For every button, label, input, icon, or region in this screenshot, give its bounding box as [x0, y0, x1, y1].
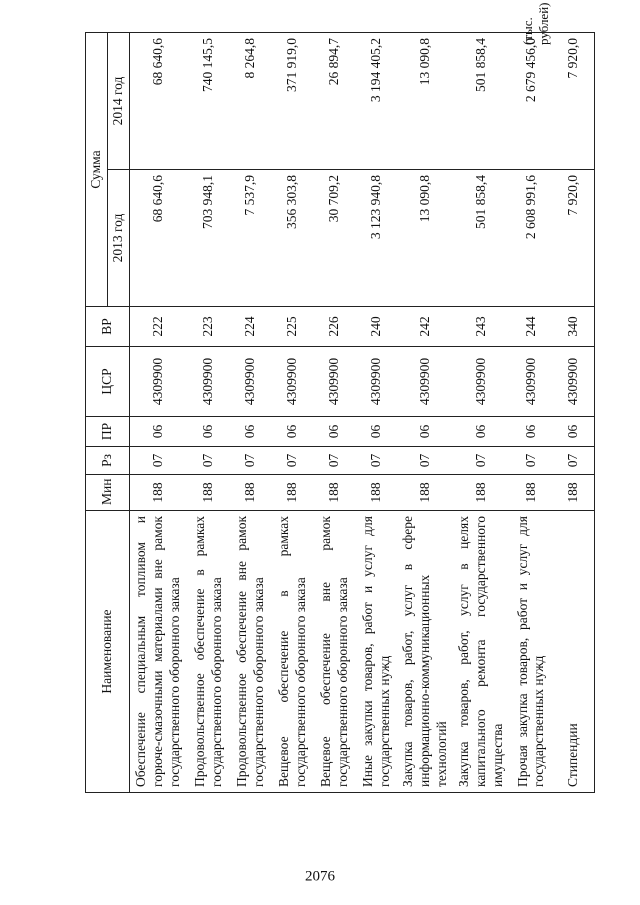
row-2014: 501 858,4: [452, 32, 510, 169]
row-rz: 07: [510, 447, 552, 475]
row-vr: 243: [452, 307, 510, 347]
table-row: [314, 32, 356, 792]
row-csr: 4309900: [188, 347, 230, 417]
row-rz: 07: [230, 447, 272, 475]
page-number: 2076: [305, 868, 335, 885]
table-row: [356, 32, 398, 792]
row-rz: 07: [272, 447, 314, 475]
row-rz: 07: [398, 447, 453, 475]
row-csr: 4309900: [398, 347, 453, 417]
row-2014: 371 919,0: [272, 32, 314, 169]
header-sum: Сумма: [86, 32, 108, 306]
row-2013: 501 858,4: [452, 170, 510, 307]
row-pr: 06: [356, 417, 398, 447]
row-pr: 06: [314, 417, 356, 447]
budget-table: [85, 32, 595, 793]
row-name: Обеспечение специальным топливом и горюче-смазочными материалами вне рамок государственного оборонного заказа: [129, 511, 188, 793]
table-row: [552, 32, 595, 792]
row-name: Закупка товаров, работ, услуг в сфере информационно-коммуникационных технологий: [398, 511, 453, 793]
row-pr: 06: [129, 417, 188, 447]
table-row: [510, 32, 552, 792]
row-rz: 07: [552, 447, 595, 475]
row-2013: 703 948,1: [188, 170, 230, 307]
row-2014: 3 194 405,2: [356, 32, 398, 169]
header-rz: Рз: [86, 447, 130, 475]
header-name: Наименование: [86, 511, 130, 793]
page-number-box: [0, 869, 640, 905]
row-min: 188: [272, 475, 314, 511]
header-vr: ВР: [86, 307, 130, 347]
row-vr: 242: [398, 307, 453, 347]
row-vr: 224: [230, 307, 272, 347]
row-pr: 06: [552, 417, 595, 447]
table-row: [398, 32, 453, 792]
table-row: [129, 32, 188, 792]
row-min: 188: [398, 475, 453, 511]
row-rz: 07: [452, 447, 510, 475]
row-csr: 4309900: [452, 347, 510, 417]
row-pr: 06: [510, 417, 552, 447]
units-note: (тыс. рублей): [520, 2, 551, 45]
row-csr: 4309900: [552, 347, 595, 417]
row-2014: 68 640,6: [129, 32, 188, 169]
row-min: 188: [552, 475, 595, 511]
row-rz: 07: [129, 447, 188, 475]
row-csr: 4309900: [230, 347, 272, 417]
row-pr: 06: [230, 417, 272, 447]
row-name: Закупка товаров, работ, услуг в целях капитального ремонта государственного имущества: [452, 511, 510, 793]
row-pr: 06: [452, 417, 510, 447]
header-2014: 2014 год: [107, 32, 129, 169]
row-2014: 7 920,0: [552, 32, 595, 169]
row-2013: 3 123 940,8: [356, 170, 398, 307]
row-vr: 244: [510, 307, 552, 347]
table-row: [188, 32, 230, 792]
row-min: 188: [230, 475, 272, 511]
header-2013: 2013 год: [107, 170, 129, 307]
header-csr: ЦСР: [86, 347, 130, 417]
row-csr: 4309900: [510, 347, 552, 417]
row-min: 188: [452, 475, 510, 511]
row-vr: 226: [314, 307, 356, 347]
row-rz: 07: [314, 447, 356, 475]
row-2013: 68 640,6: [129, 170, 188, 307]
row-name: Прочая закупка товаров, работ и услуг для государственных нужд: [510, 511, 552, 793]
row-name: Стипендии: [552, 511, 595, 793]
row-vr: 222: [129, 307, 188, 347]
row-2013: 13 090,8: [398, 170, 453, 307]
row-min: 188: [314, 475, 356, 511]
table-row: [452, 32, 510, 792]
row-vr: 340: [552, 307, 595, 347]
row-min: 188: [188, 475, 230, 511]
table-row: [230, 32, 272, 792]
row-min: 188: [129, 475, 188, 511]
table-row: [272, 32, 314, 792]
row-2013: 2 608 991,6: [510, 170, 552, 307]
row-vr: 225: [272, 307, 314, 347]
row-2014: 8 264,8: [230, 32, 272, 169]
header-pr: ПР: [86, 417, 130, 447]
row-2014: 13 090,8: [398, 32, 453, 169]
row-name: Вещевое обеспечение в рамках государственного оборонного заказа: [272, 511, 314, 793]
row-csr: 4309900: [272, 347, 314, 417]
row-2014: 740 145,5: [188, 32, 230, 169]
row-min: 188: [510, 475, 552, 511]
row-2013: 356 303,8: [272, 170, 314, 307]
row-vr: 223: [188, 307, 230, 347]
row-rz: 07: [356, 447, 398, 475]
row-2013: 7 537,9: [230, 170, 272, 307]
row-pr: 06: [272, 417, 314, 447]
row-csr: 4309900: [314, 347, 356, 417]
row-name: Продовольственное обеспечение вне рамок государственного оборонного заказа: [230, 511, 272, 793]
row-pr: 06: [398, 417, 453, 447]
row-csr: 4309900: [129, 347, 188, 417]
row-rz: 07: [188, 447, 230, 475]
row-name: Продовольственное обеспечение в рамках государственного оборонного заказа: [188, 511, 230, 793]
header-min: Мин: [86, 475, 130, 511]
row-2013: 7 920,0: [552, 170, 595, 307]
row-name: Иные закупки товаров, работ и услуг для государственных нужд: [356, 511, 398, 793]
row-pr: 06: [188, 417, 230, 447]
row-2014: 2 679 456,0: [510, 32, 552, 169]
row-2013: 30 709,2: [314, 170, 356, 307]
row-vr: 240: [356, 307, 398, 347]
row-name: Вещевое обеспечение вне рамок государственного оборонного заказа: [314, 511, 356, 793]
row-csr: 4309900: [356, 347, 398, 417]
row-2014: 26 894,7: [314, 32, 356, 169]
row-min: 188: [356, 475, 398, 511]
